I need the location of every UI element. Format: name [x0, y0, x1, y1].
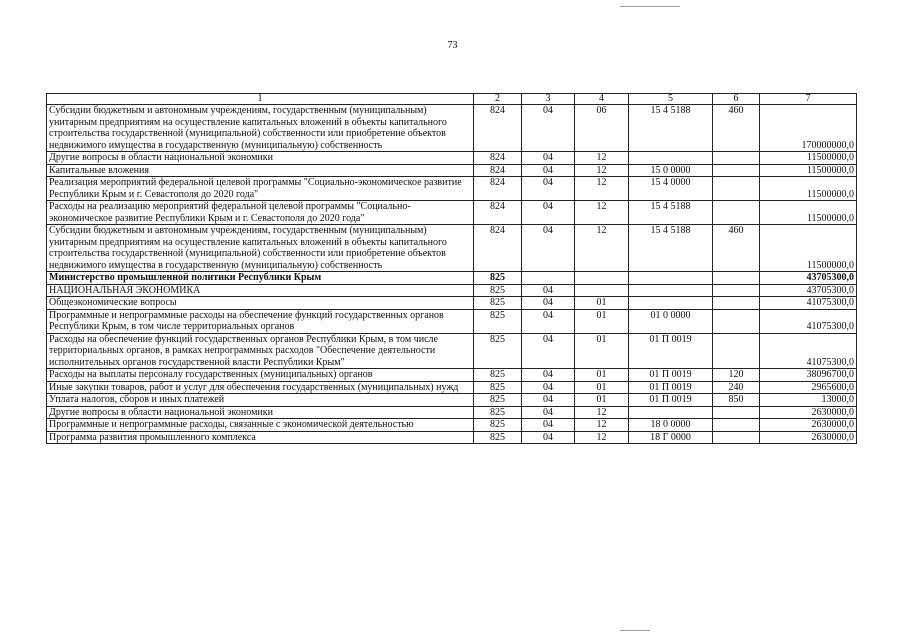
row-code-cell: 01 П 0019 [629, 394, 713, 407]
row-code-cell: 824 [474, 164, 522, 177]
table-row [47, 309, 857, 333]
row-code-cell: 824 [474, 152, 522, 165]
row-code-cell: 824 [474, 201, 522, 225]
column-header: 2 [474, 94, 522, 105]
row-amount-cell: 2630000,0 [760, 406, 857, 419]
row-code-cell: 120 [713, 369, 760, 382]
row-code-cell [713, 297, 760, 310]
row-code-cell: 825 [474, 333, 522, 369]
page-number: 73 [447, 40, 458, 51]
row-code-cell: 01 0 0000 [629, 309, 713, 333]
row-code-cell: 850 [713, 394, 760, 407]
row-code-cell: 15 4 5188 [629, 105, 713, 152]
column-header: 6 [713, 94, 760, 105]
table-row [47, 164, 857, 177]
table-row [47, 152, 857, 165]
row-amount-cell: 11500000,0 [760, 201, 857, 225]
row-code-cell [713, 284, 760, 297]
row-code-cell: 12 [575, 177, 629, 201]
row-code-cell: 12 [575, 419, 629, 432]
row-code-cell: 460 [713, 105, 760, 152]
row-amount-cell: 11500000,0 [760, 164, 857, 177]
row-code-cell: 04 [522, 297, 575, 310]
row-code-cell: 825 [474, 297, 522, 310]
row-amount-cell: 43705300,0 [760, 284, 857, 297]
row-code-cell: 824 [474, 105, 522, 152]
row-code-cell: 824 [474, 225, 522, 272]
table-row [47, 105, 857, 152]
table-row [47, 394, 857, 407]
row-code-cell: 825 [474, 406, 522, 419]
column-header: 4 [575, 94, 629, 105]
table-row [47, 177, 857, 201]
row-code-cell [713, 406, 760, 419]
row-code-cell: 04 [522, 406, 575, 419]
row-code-cell: 12 [575, 152, 629, 165]
row-code-cell: 01 [575, 394, 629, 407]
row-code-cell [713, 201, 760, 225]
row-code-cell: 825 [474, 394, 522, 407]
column-header: 7 [760, 94, 857, 105]
row-code-cell [629, 152, 713, 165]
row-code-cell: 825 [474, 309, 522, 333]
table-row [47, 406, 857, 419]
row-name-cell: Расходы на обеспечение функций государственных органов Республики Крым, в том числе территориальных органов, в рамках непрограммных расходов "Обеспечение деятельности исполнительных органов государственной власти Республики Крым" [47, 333, 474, 369]
row-name-cell: Программа развития промышленного комплекса [47, 431, 474, 444]
row-name-cell: Другие вопросы в области национальной экономики [47, 152, 474, 165]
table-row [47, 284, 857, 297]
row-code-cell: 15 4 5188 [629, 201, 713, 225]
row-name-cell: Другие вопросы в области национальной экономики [47, 406, 474, 419]
row-code-cell: 824 [474, 177, 522, 201]
table-row [47, 381, 857, 394]
row-code-cell: 18 Г 0000 [629, 431, 713, 444]
row-code-cell: 04 [522, 152, 575, 165]
row-code-cell [713, 419, 760, 432]
row-code-cell: 12 [575, 225, 629, 272]
row-code-cell: 01 [575, 381, 629, 394]
column-header: 1 [47, 94, 474, 105]
row-name-cell: НАЦИОНАЛЬНАЯ ЭКОНОМИКА [47, 284, 474, 297]
row-code-cell [575, 284, 629, 297]
row-code-cell: 15 4 5188 [629, 225, 713, 272]
row-name-cell: Капитальные вложения [47, 164, 474, 177]
row-code-cell: 460 [713, 225, 760, 272]
row-code-cell: 18 0 0000 [629, 419, 713, 432]
row-name-cell: Расходы на выплаты персоналу государственных (муниципальных) органов [47, 369, 474, 382]
table-row [47, 431, 857, 444]
row-amount-cell: 41075300,0 [760, 333, 857, 369]
table-row [47, 201, 857, 225]
row-code-cell: 825 [474, 431, 522, 444]
table-row [47, 272, 857, 285]
row-code-cell: 825 [474, 419, 522, 432]
table-row [47, 333, 857, 369]
row-name-cell: Реализация мероприятий федеральной целевой программы "Социально-экономическое развитие Республики Крым и г. Севастополя до 2020 года" [47, 177, 474, 201]
row-code-cell: 12 [575, 406, 629, 419]
row-code-cell: 06 [575, 105, 629, 152]
row-code-cell: 01 [575, 333, 629, 369]
column-header: 5 [629, 94, 713, 105]
column-header: 3 [522, 94, 575, 105]
row-name-cell: Общеэкономические вопросы [47, 297, 474, 310]
row-code-cell: 240 [713, 381, 760, 394]
row-code-cell [575, 272, 629, 285]
row-code-cell: 01 [575, 369, 629, 382]
table-body [47, 105, 857, 444]
table-row [47, 419, 857, 432]
row-code-cell [629, 284, 713, 297]
row-amount-cell: 2630000,0 [760, 431, 857, 444]
row-amount-cell: 41075300,0 [760, 297, 857, 310]
row-name-cell: Министерство промышленной политики Республики Крым [47, 272, 474, 285]
row-name-cell: Уплата налогов, сборов и иных платежей [47, 394, 474, 407]
row-code-cell: 04 [522, 394, 575, 407]
row-amount-cell: 41075300,0 [760, 309, 857, 333]
row-code-cell: 825 [474, 381, 522, 394]
row-name-cell: Субсидии бюджетным и автономным учреждениям, государственным (муниципальным) унитарным предприятиям на осуществление капитальных вложений в объекты капитального строительства государственной (муниципальной) собственности или приобретение объектов недвижимого имущества в государственную (муниципальную) собственность [47, 225, 474, 272]
row-code-cell: 01 П 0019 [629, 369, 713, 382]
row-code-cell: 04 [522, 431, 575, 444]
row-code-cell: 01 [575, 309, 629, 333]
row-code-cell: 12 [575, 201, 629, 225]
row-code-cell: 04 [522, 177, 575, 201]
row-code-cell [713, 309, 760, 333]
row-code-cell: 04 [522, 381, 575, 394]
row-code-cell: 04 [522, 309, 575, 333]
table-header-row [47, 94, 857, 105]
row-amount-cell: 2965600,0 [760, 381, 857, 394]
row-code-cell [522, 272, 575, 285]
row-code-cell [713, 177, 760, 201]
row-amount-cell: 13000,0 [760, 394, 857, 407]
row-amount-cell: 170000000,0 [760, 105, 857, 152]
row-code-cell: 04 [522, 201, 575, 225]
row-code-cell: 825 [474, 369, 522, 382]
row-code-cell: 01 П 0019 [629, 333, 713, 369]
row-code-cell: 01 П 0019 [629, 381, 713, 394]
table-row [47, 225, 857, 272]
row-code-cell: 825 [474, 272, 522, 285]
row-code-cell: 01 [575, 297, 629, 310]
scan-edge-mark [620, 6, 680, 7]
row-code-cell [713, 333, 760, 369]
row-amount-cell: 11500000,0 [760, 225, 857, 272]
row-name-cell: Расходы на реализацию мероприятий федеральной целевой программы "Социально-экономическое развитие Республики Крым и г. Севастополя до 2020 года" [47, 201, 474, 225]
row-amount-cell: 43705300,0 [760, 272, 857, 285]
row-code-cell [713, 152, 760, 165]
row-name-cell: Программные и непрограммные расходы на обеспечение функций государственных органов Республики Крым, в том числе территориальных органов [47, 309, 474, 333]
row-amount-cell: 11500000,0 [760, 177, 857, 201]
table-row [47, 297, 857, 310]
row-code-cell [629, 406, 713, 419]
row-code-cell: 04 [522, 164, 575, 177]
row-amount-cell: 11500000,0 [760, 152, 857, 165]
row-code-cell [713, 164, 760, 177]
row-code-cell: 04 [522, 225, 575, 272]
row-code-cell: 04 [522, 419, 575, 432]
budget-table [46, 93, 857, 444]
scan-edge-mark [620, 630, 650, 631]
row-code-cell: 15 4 0000 [629, 177, 713, 201]
row-code-cell: 04 [522, 284, 575, 297]
row-code-cell: 04 [522, 369, 575, 382]
row-code-cell: 04 [522, 333, 575, 369]
row-code-cell [713, 431, 760, 444]
row-code-cell [629, 297, 713, 310]
row-name-cell: Программные и непрограммные расходы, связанные с экономической деятельностью [47, 419, 474, 432]
row-name-cell: Субсидии бюджетным и автономным учреждениям, государственным (муниципальным) унитарным предприятиям на осуществление капитальных вложений в объекты капитального строительства государственной (муниципальной) собственности или приобретение объектов недвижимого имущества в государственную (муниципальную) собственность [47, 105, 474, 152]
table-row [47, 369, 857, 382]
row-code-cell [629, 272, 713, 285]
row-amount-cell: 38096700,0 [760, 369, 857, 382]
row-name-cell: Иные закупки товаров, работ и услуг для обеспечения государственных (муниципальных) нужд [47, 381, 474, 394]
row-code-cell: 825 [474, 284, 522, 297]
row-code-cell: 12 [575, 431, 629, 444]
row-amount-cell: 2630000,0 [760, 419, 857, 432]
row-code-cell: 04 [522, 105, 575, 152]
row-code-cell: 12 [575, 164, 629, 177]
row-code-cell: 15 0 0000 [629, 164, 713, 177]
row-code-cell [713, 272, 760, 285]
